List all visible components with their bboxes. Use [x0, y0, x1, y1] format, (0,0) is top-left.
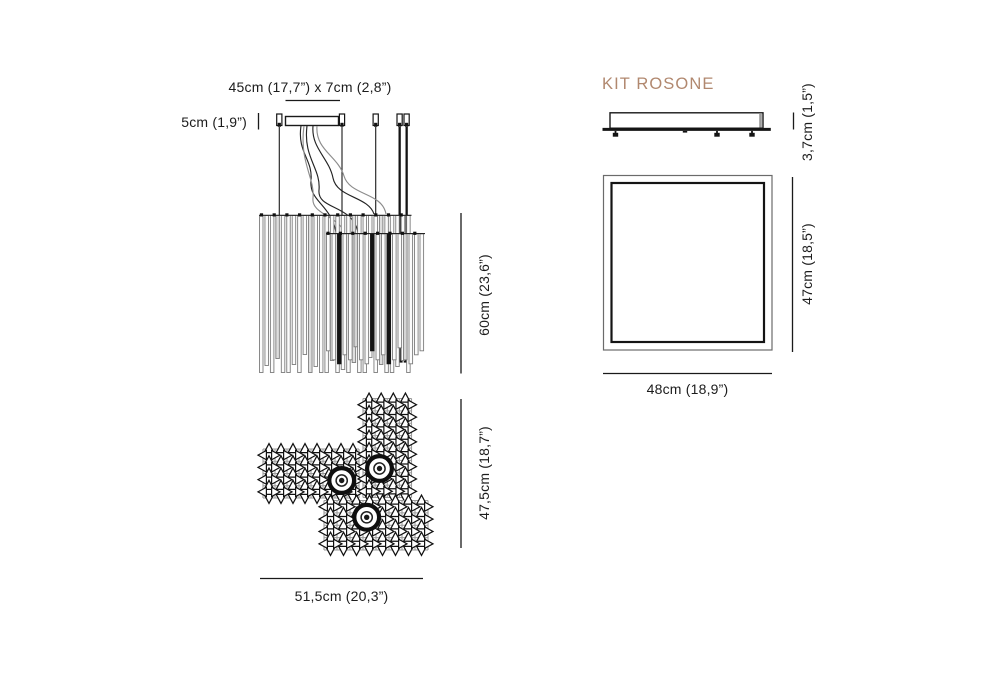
- lamp-socket-marker: [329, 468, 354, 493]
- plan-depth-label: 47,5cm (18,7”): [476, 426, 492, 520]
- canopy-bar: [286, 117, 339, 126]
- body-height-label: 60cm (23,6”): [476, 254, 492, 336]
- kit-rosone-section: [602, 75, 815, 397]
- plate-hooks: [613, 131, 755, 137]
- plate-depth-label: 47cm (18,5”): [799, 223, 815, 305]
- pendant-plan-view: [258, 393, 492, 604]
- plate-thickness-label: 3,7cm (1,5”): [799, 83, 815, 161]
- plate-width-label: 48cm (18,9”): [646, 381, 729, 397]
- lamp-socket-marker: [367, 456, 392, 481]
- pendant-front-view: [181, 79, 492, 374]
- kit-rosone-title: KIT ROSONE: [602, 75, 715, 93]
- rosone-side-view: [603, 113, 771, 137]
- prism-grid-modules: [258, 393, 433, 555]
- plan-width-label: 51,5cm (20,3”): [294, 588, 389, 604]
- lamp-socket-marker: [354, 505, 379, 530]
- rosone-front-view: [604, 176, 773, 351]
- canopy-height-label: 5cm (1,9”): [181, 114, 247, 130]
- prism-grid-module: [358, 393, 417, 503]
- suspension-cables: [279, 127, 375, 215]
- canopy-width-label: 45cm (17,7”) x 7cm (2,8”): [228, 79, 392, 95]
